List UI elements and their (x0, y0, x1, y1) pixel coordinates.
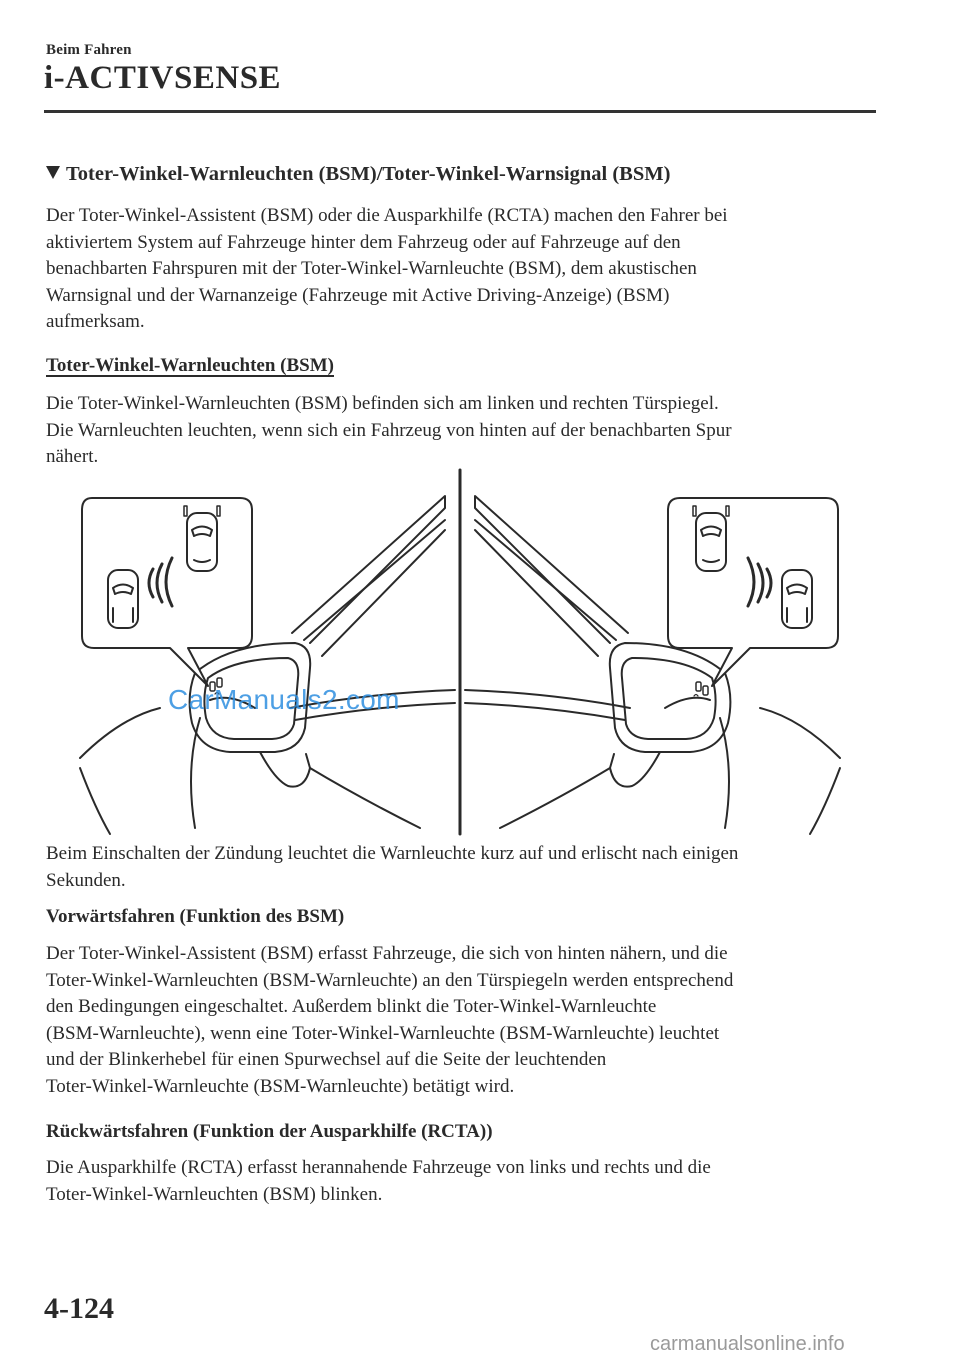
section-label: Beim Fahren (46, 42, 132, 58)
paragraph-line: Die Toter-Winkel-Warnleuchten (BSM) befinden sich am linken und rechten Türspiegel. (46, 393, 719, 414)
reverse-driving-paragraph (46, 1155, 876, 1208)
section-heading-text: Toter-Winkel-Warnleuchten (BSM)/Toter-Winkel-Warnsignal (BSM) (66, 163, 671, 185)
intro-line: aufmerksam. (46, 311, 145, 332)
paragraph-line: Die Warnleuchten leuchten, wenn sich ein Fahrzeug von hinten auf der benachbarten Spur (46, 419, 732, 441)
intro-line: aktiviertem System auf Fahrzeuge hinter dem Fahrzeug oder auf Fahrzeuge auf den (46, 231, 681, 253)
triangle-bullet-icon (46, 166, 60, 179)
mirror-illustration (60, 468, 860, 836)
forward-driving-paragraph (46, 941, 876, 1100)
section-heading (46, 163, 670, 186)
paragraph-line: (BSM-Warnleuchte), wenn eine Toter-Winkel-Warnleuchte (BSM-Warnleuchte) leuchtet (46, 1022, 720, 1044)
subheading-forward-driving: Vorwärtsfahren (Funktion des BSM) (46, 906, 345, 927)
ignition-paragraph (46, 841, 876, 894)
paragraph-line: Sekunden. (46, 869, 126, 891)
intro-line: Warnsignal und der Warnanzeige (Fahrzeuge mit Active Driving-Anzeige) (BSM) (46, 284, 670, 306)
paragraph-line: und der Blinkerhebel für einen Spurwechsel auf die Seite der leuchtenden (46, 1049, 607, 1070)
watermark: CarManuals2.com (168, 684, 400, 715)
page-number: 4-124 (44, 1292, 114, 1325)
subheading-reverse-driving: Rückwärtsfahren (Funktion der Ausparkhilfe (RCTA)) (46, 1121, 493, 1142)
paragraph-line: Toter-Winkel-Warnleuchten (BSM-Warnleuchte) an den Türspiegeln werden entsprechend (46, 969, 734, 991)
subheading-bsm-lights: Toter-Winkel-Warnleuchten (BSM) (46, 355, 334, 376)
paragraph-line: Die Ausparkhilfe (RCTA) erfasst herannahende Fahrzeuge von links und rechts und die (46, 1157, 711, 1178)
paragraph-line: den Bedingungen eingeschaltet. Außerdem blinkt die Toter-Winkel-Warnleuchte (46, 996, 657, 1017)
intro-line: benachbarten Fahrspuren mit der Toter-Winkel-Warnleuchte (BSM), dem akustischen (46, 258, 697, 279)
paragraph-line: Der Toter-Winkel-Assistent (BSM) erfasst Fahrzeuge, die sich von hinten nähern, und die (46, 943, 728, 964)
paragraph-line: nähert. (46, 446, 99, 467)
footer-url: carmanualsonline.info (650, 1333, 845, 1355)
paragraph-line: Beim Einschalten der Zündung leuchtet die Warnleuchte kurz auf und erlischt nach einigen (46, 843, 739, 864)
intro-line: Der Toter-Winkel-Assistent (BSM) oder die Ausparkhilfe (RCTA) machen den Fahrer bei (46, 205, 728, 226)
header-divider (44, 110, 876, 113)
paragraph-line: Toter-Winkel-Warnleuchten (BSM) blinken. (46, 1183, 383, 1205)
intro-paragraph (46, 203, 876, 336)
paragraph-line: Toter-Winkel-Warnleuchte (BSM-Warnleuchte) betätigt wird. (46, 1075, 515, 1097)
bsm-lights-paragraph (46, 391, 876, 471)
page-title: i-ACTIVSENSE (44, 60, 282, 96)
